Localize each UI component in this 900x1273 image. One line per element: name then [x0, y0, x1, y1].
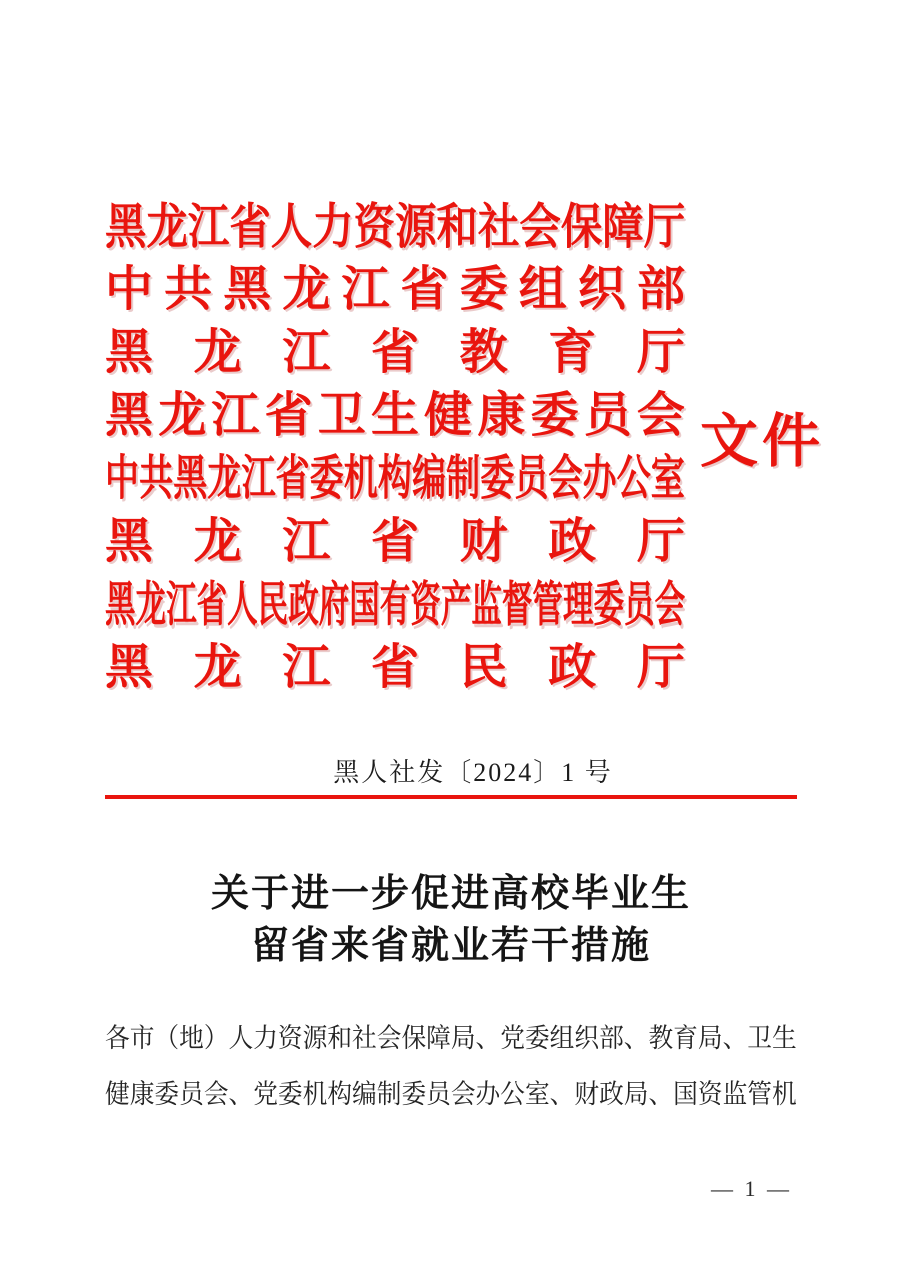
- agency-name-line: 黑 龙 江 省 教 育 厅: [105, 326, 685, 379]
- agency-name-line: 黑 龙 江 省 人 民 政 府 国 有 资 产 监 督 管 理 委 员 会: [105, 577, 686, 631]
- agency-name-line: 黑 龙 江 省 卫 生 健 康 委 员 会: [105, 389, 685, 442]
- body-text-line: 各 市 （ 地 ） 人 力 资 源 和 社 会 保 障 局 、 党 委 组 织 部 、 教 育 局 、 卫 生: [105, 1023, 797, 1053]
- doc-mark-wenjian: 文件: [700, 409, 825, 474]
- agency-name-line: 黑 龙 江 省 人 力 资 源 和 社 会 保 障 厅: [105, 199, 686, 253]
- agency-name-list: [105, 190, 685, 694]
- red-separator-line: [105, 795, 797, 799]
- agency-name-line: 中 共 黑 龙 江 省 委 机 构 编 制 委 员 会 办 公 室: [105, 453, 685, 506]
- agency-name-line: 黑 龙 江 省 财 政 厅: [105, 515, 685, 568]
- body-text-line: 健 康 委 员 会 、 党 委 机 构 编 制 委 员 会 办 公 室 、 财 政 局 、 国 资 监 管 机: [105, 1079, 797, 1109]
- body-paragraph: [105, 1008, 797, 1120]
- agency-name-line: 黑 龙 江 省 民 政 厅: [105, 641, 685, 694]
- agency-name-line: 中 共 黑 龙 江 省 委 组 织 部: [105, 263, 685, 316]
- page-number: — 1 —: [711, 1176, 792, 1201]
- doc-number: 黑人社发〔2024〕1 号: [333, 758, 613, 787]
- title-line-1: 关于进一步促进高校毕业生: [210, 873, 691, 915]
- document-title: [105, 868, 797, 972]
- title-line-2: 留省来省就业若干措施: [250, 925, 651, 967]
